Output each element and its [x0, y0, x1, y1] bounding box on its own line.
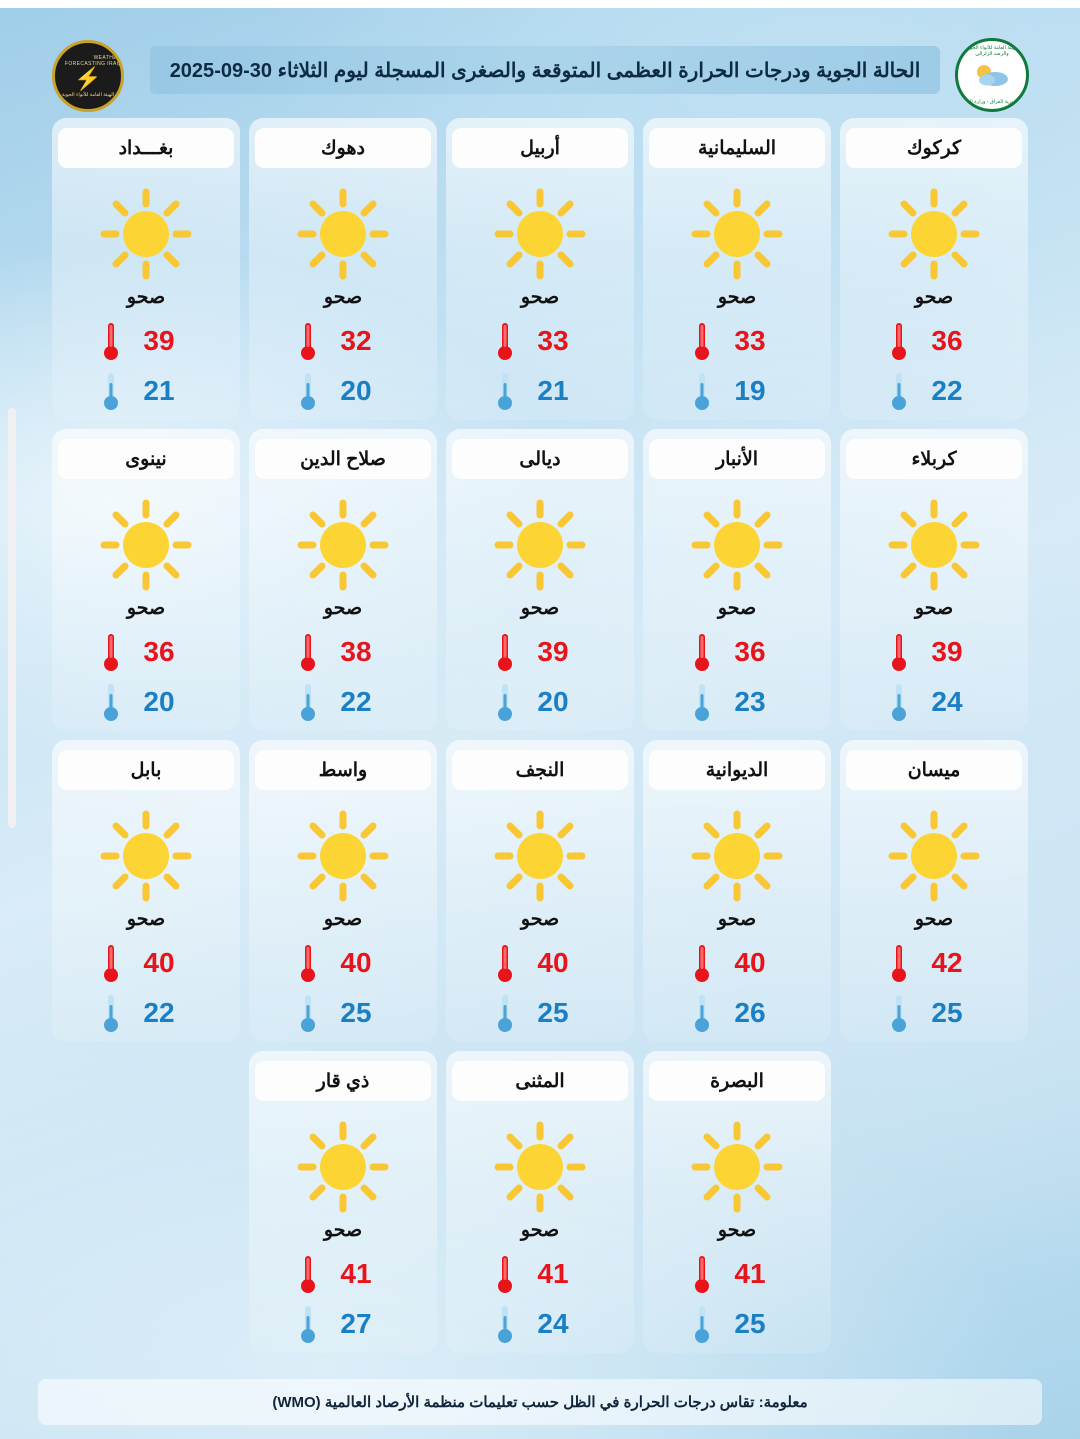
province-card[interactable] [840, 118, 1028, 420]
province-card[interactable] [643, 740, 831, 1042]
min-temperature-value: 20 [340, 375, 372, 406]
min-temperature-value: 21 [143, 375, 175, 406]
province-card[interactable] [643, 1051, 831, 1353]
province-name: أربيل [452, 128, 628, 168]
thermometer-cold-icon [689, 1302, 715, 1346]
footer-note-bar [38, 1379, 1042, 1425]
min-temperature-row [465, 991, 615, 1035]
sun-icon [689, 808, 785, 904]
max-temperature-value: 41 [734, 1258, 766, 1289]
condition-label: صحو [323, 1220, 363, 1241]
max-temperature-row [662, 941, 812, 985]
condition-label: صحو [520, 1220, 560, 1241]
max-temperature-value: 36 [931, 325, 963, 356]
province-name: الديوانية [649, 750, 825, 790]
temperature-block [249, 630, 437, 724]
temperature-block [52, 319, 240, 413]
province-name: ميسان [846, 750, 1022, 790]
condition-label: صحو [323, 909, 363, 930]
condition-label: صحو [126, 598, 166, 619]
max-temperature-value: 33 [734, 325, 766, 356]
sun-icon [98, 497, 194, 593]
province-card[interactable] [446, 1051, 634, 1353]
thermometer-cold-icon [295, 1302, 321, 1346]
badge-top-text: WEATHER FORECASTING IRAQ [64, 54, 121, 67]
max-temperature-row [465, 319, 615, 363]
condition-label: صحو [323, 598, 363, 619]
min-temperature-value: 25 [734, 1308, 766, 1339]
province-card[interactable] [446, 429, 634, 731]
province-card[interactable] [840, 740, 1028, 1042]
condition-label: صحو [126, 909, 166, 930]
max-temperature-row [859, 630, 1009, 674]
min-temperature-value: 20 [537, 686, 569, 717]
sun-icon [689, 1119, 785, 1215]
condition-label: صحو [717, 287, 757, 308]
province-name: الأنبار [649, 439, 825, 479]
vertical-scrollbar[interactable] [8, 408, 16, 828]
temperature-block [52, 941, 240, 1035]
province-card[interactable] [840, 429, 1028, 731]
footer-note: معلومة: تقاس درجات الحرارة في الظل حسب تعليمات منظمة الأرصاد العالمية (WMO) [272, 1394, 808, 1411]
province-name: بغـــداد [58, 128, 234, 168]
max-temperature-row [268, 941, 418, 985]
min-temperature-row [662, 680, 812, 724]
condition-label: صحو [914, 598, 954, 619]
thermometer-hot-icon [689, 1252, 715, 1296]
province-name: السليمانية [649, 128, 825, 168]
report-header [0, 30, 1080, 110]
thermometer-hot-icon [492, 319, 518, 363]
max-temperature-value: 36 [143, 636, 175, 667]
thermometer-hot-icon [98, 319, 124, 363]
header-title-band [150, 46, 940, 94]
condition-label: صحو [323, 287, 363, 308]
card-row [38, 118, 1042, 420]
lightning-bolt-icon: ⚡ [74, 65, 102, 91]
max-temperature-row [859, 941, 1009, 985]
sun-icon [492, 808, 588, 904]
min-temperature-row [465, 1302, 615, 1346]
thermometer-cold-icon [492, 369, 518, 413]
min-temperature-row [859, 991, 1009, 1035]
max-temperature-row [71, 319, 221, 363]
min-temperature-row [268, 369, 418, 413]
province-name: نينوى [58, 439, 234, 479]
min-temperature-row [859, 369, 1009, 413]
min-temperature-value: 24 [537, 1308, 569, 1339]
province-card[interactable] [643, 429, 831, 731]
condition-label: صحو [126, 287, 166, 308]
temperature-block [446, 1252, 634, 1346]
temperature-block [643, 319, 831, 413]
thermometer-hot-icon [492, 630, 518, 674]
temperature-block [840, 319, 1028, 413]
min-temperature-row [662, 369, 812, 413]
sun-icon [98, 808, 194, 904]
min-temperature-row [268, 1302, 418, 1346]
province-name: بابل [58, 750, 234, 790]
condition-label: صحو [717, 909, 757, 930]
max-temperature-row [859, 319, 1009, 363]
thermometer-hot-icon [886, 630, 912, 674]
thermometer-cold-icon [886, 991, 912, 1035]
condition-label: صحو [914, 909, 954, 930]
province-card[interactable] [52, 429, 240, 731]
condition-label: صحو [520, 287, 560, 308]
min-temperature-row [268, 680, 418, 724]
max-temperature-value: 40 [143, 947, 175, 978]
sun-icon [689, 497, 785, 593]
temperature-block [643, 1252, 831, 1346]
thermometer-cold-icon [492, 1302, 518, 1346]
min-temperature-value: 26 [734, 997, 766, 1028]
province-name: ديالى [452, 439, 628, 479]
sun-icon [295, 808, 391, 904]
max-temperature-row [71, 941, 221, 985]
province-name: النجف [452, 750, 628, 790]
weather-forecast-badge [52, 40, 124, 112]
thermometer-cold-icon [295, 369, 321, 413]
thermometer-hot-icon [98, 941, 124, 985]
sun-icon [492, 186, 588, 282]
condition-label: صحو [520, 909, 560, 930]
sun-icon [98, 186, 194, 282]
thermometer-cold-icon [98, 369, 124, 413]
thermometer-cold-icon [295, 991, 321, 1035]
temperature-block [840, 630, 1028, 724]
condition-label: صحو [914, 287, 954, 308]
province-card[interactable] [249, 429, 437, 731]
thermometer-hot-icon [295, 1252, 321, 1296]
condition-label: صحو [717, 1220, 757, 1241]
sun-icon [492, 1119, 588, 1215]
min-temperature-value: 25 [931, 997, 963, 1028]
max-temperature-row [662, 630, 812, 674]
min-temperature-value: 27 [340, 1308, 372, 1339]
province-cards-grid [38, 118, 1042, 1362]
min-temperature-row [662, 1302, 812, 1346]
thermometer-cold-icon [492, 680, 518, 724]
max-temperature-value: 33 [537, 325, 569, 356]
min-temperature-value: 22 [931, 375, 963, 406]
sun-icon [886, 808, 982, 904]
max-temperature-row [465, 941, 615, 985]
thermometer-cold-icon [689, 991, 715, 1035]
min-temperature-value: 22 [340, 686, 372, 717]
thermometer-hot-icon [295, 319, 321, 363]
max-temperature-row [268, 1252, 418, 1296]
max-temperature-value: 41 [340, 1258, 372, 1289]
min-temperature-value: 20 [143, 686, 175, 717]
max-temperature-value: 40 [340, 947, 372, 978]
min-temperature-value: 25 [340, 997, 372, 1028]
province-name: المثنى [452, 1061, 628, 1101]
min-temperature-value: 23 [734, 686, 766, 717]
max-temperature-value: 39 [537, 636, 569, 667]
thermometer-hot-icon [492, 941, 518, 985]
iraqi-meteorological-organization-logo [955, 38, 1029, 112]
sun-icon [886, 497, 982, 593]
thermometer-hot-icon [492, 1252, 518, 1296]
temperature-block [249, 319, 437, 413]
thermometer-hot-icon [886, 319, 912, 363]
province-card[interactable] [52, 118, 240, 420]
temperature-block [249, 1252, 437, 1346]
top-white-strip [0, 0, 1080, 8]
thermometer-hot-icon [689, 319, 715, 363]
province-name: صلاح الدين [255, 439, 431, 479]
thermometer-cold-icon [492, 991, 518, 1035]
card-row [38, 1051, 1042, 1353]
min-temperature-value: 19 [734, 375, 766, 406]
sun-icon [295, 1119, 391, 1215]
max-temperature-row [662, 319, 812, 363]
max-temperature-row [71, 630, 221, 674]
sun-icon [886, 186, 982, 282]
logo-top-text: الهيئة العامة للأنواء الجوية والرصد الزلزالي [965, 45, 1019, 57]
max-temperature-value: 40 [537, 947, 569, 978]
temperature-block [52, 630, 240, 724]
max-temperature-row [268, 630, 418, 674]
thermometer-hot-icon [98, 630, 124, 674]
max-temperature-value: 42 [931, 947, 963, 978]
card-row [38, 740, 1042, 1042]
min-temperature-row [465, 369, 615, 413]
condition-label: صحو [717, 598, 757, 619]
weather-report-page [0, 8, 1080, 1439]
max-temperature-value: 36 [734, 636, 766, 667]
max-temperature-row [465, 1252, 615, 1296]
max-temperature-value: 41 [537, 1258, 569, 1289]
max-temperature-value: 38 [340, 636, 372, 667]
min-temperature-value: 24 [931, 686, 963, 717]
max-temperature-row [268, 319, 418, 363]
province-name: البصرة [649, 1061, 825, 1101]
province-card[interactable] [643, 118, 831, 420]
province-card[interactable] [249, 118, 437, 420]
badge-bottom-text: الهيئة العامة للأنواء الجوية [61, 91, 115, 98]
thermometer-cold-icon [98, 680, 124, 724]
province-card[interactable] [446, 740, 634, 1042]
thermometer-cold-icon [295, 680, 321, 724]
min-temperature-row [268, 991, 418, 1035]
card-row [38, 429, 1042, 731]
thermometer-cold-icon [886, 369, 912, 413]
max-temperature-row [662, 1252, 812, 1296]
province-card[interactable] [52, 740, 240, 1042]
temperature-block [643, 941, 831, 1035]
page-title: الحالة الجوية ودرجات الحرارة العظمى المتوقعة والصغرى المسجلة ليوم الثلاثاء 30-09-2025 [169, 59, 921, 82]
province-name: كربلاء [846, 439, 1022, 479]
thermometer-hot-icon [295, 630, 321, 674]
sun-icon [689, 186, 785, 282]
max-temperature-value: 32 [340, 325, 372, 356]
min-temperature-value: 25 [537, 997, 569, 1028]
sun-icon [295, 497, 391, 593]
province-name: دهوك [255, 128, 431, 168]
province-name: كركوك [846, 128, 1022, 168]
min-temperature-row [662, 991, 812, 1035]
thermometer-hot-icon [689, 941, 715, 985]
thermometer-cold-icon [689, 680, 715, 724]
temperature-block [840, 941, 1028, 1035]
min-temperature-row [71, 680, 221, 724]
min-temperature-value: 22 [143, 997, 175, 1028]
province-card[interactable] [446, 118, 634, 420]
thermometer-cold-icon [886, 680, 912, 724]
thermometer-hot-icon [886, 941, 912, 985]
max-temperature-value: 39 [931, 636, 963, 667]
thermometer-hot-icon [689, 630, 715, 674]
province-name: واسط [255, 750, 431, 790]
max-temperature-row [465, 630, 615, 674]
logo-ring-text [958, 41, 1026, 109]
min-temperature-value: 21 [537, 375, 569, 406]
province-name: ذي قار [255, 1061, 431, 1101]
thermometer-hot-icon [295, 941, 321, 985]
min-temperature-row [859, 680, 1009, 724]
province-card[interactable] [249, 740, 437, 1042]
min-temperature-row [465, 680, 615, 724]
temperature-block [643, 630, 831, 724]
temperature-block [446, 941, 634, 1035]
thermometer-cold-icon [689, 369, 715, 413]
min-temperature-row [71, 369, 221, 413]
temperature-block [249, 941, 437, 1035]
sun-icon [492, 497, 588, 593]
logo-bottom-text: جمهورية العراق - وزارة النقل [962, 99, 1022, 105]
thermometer-cold-icon [98, 991, 124, 1035]
min-temperature-row [71, 991, 221, 1035]
condition-label: صحو [520, 598, 560, 619]
temperature-block [446, 319, 634, 413]
temperature-block [446, 630, 634, 724]
province-card[interactable] [249, 1051, 437, 1353]
sun-icon [295, 186, 391, 282]
max-temperature-value: 39 [143, 325, 175, 356]
max-temperature-value: 40 [734, 947, 766, 978]
